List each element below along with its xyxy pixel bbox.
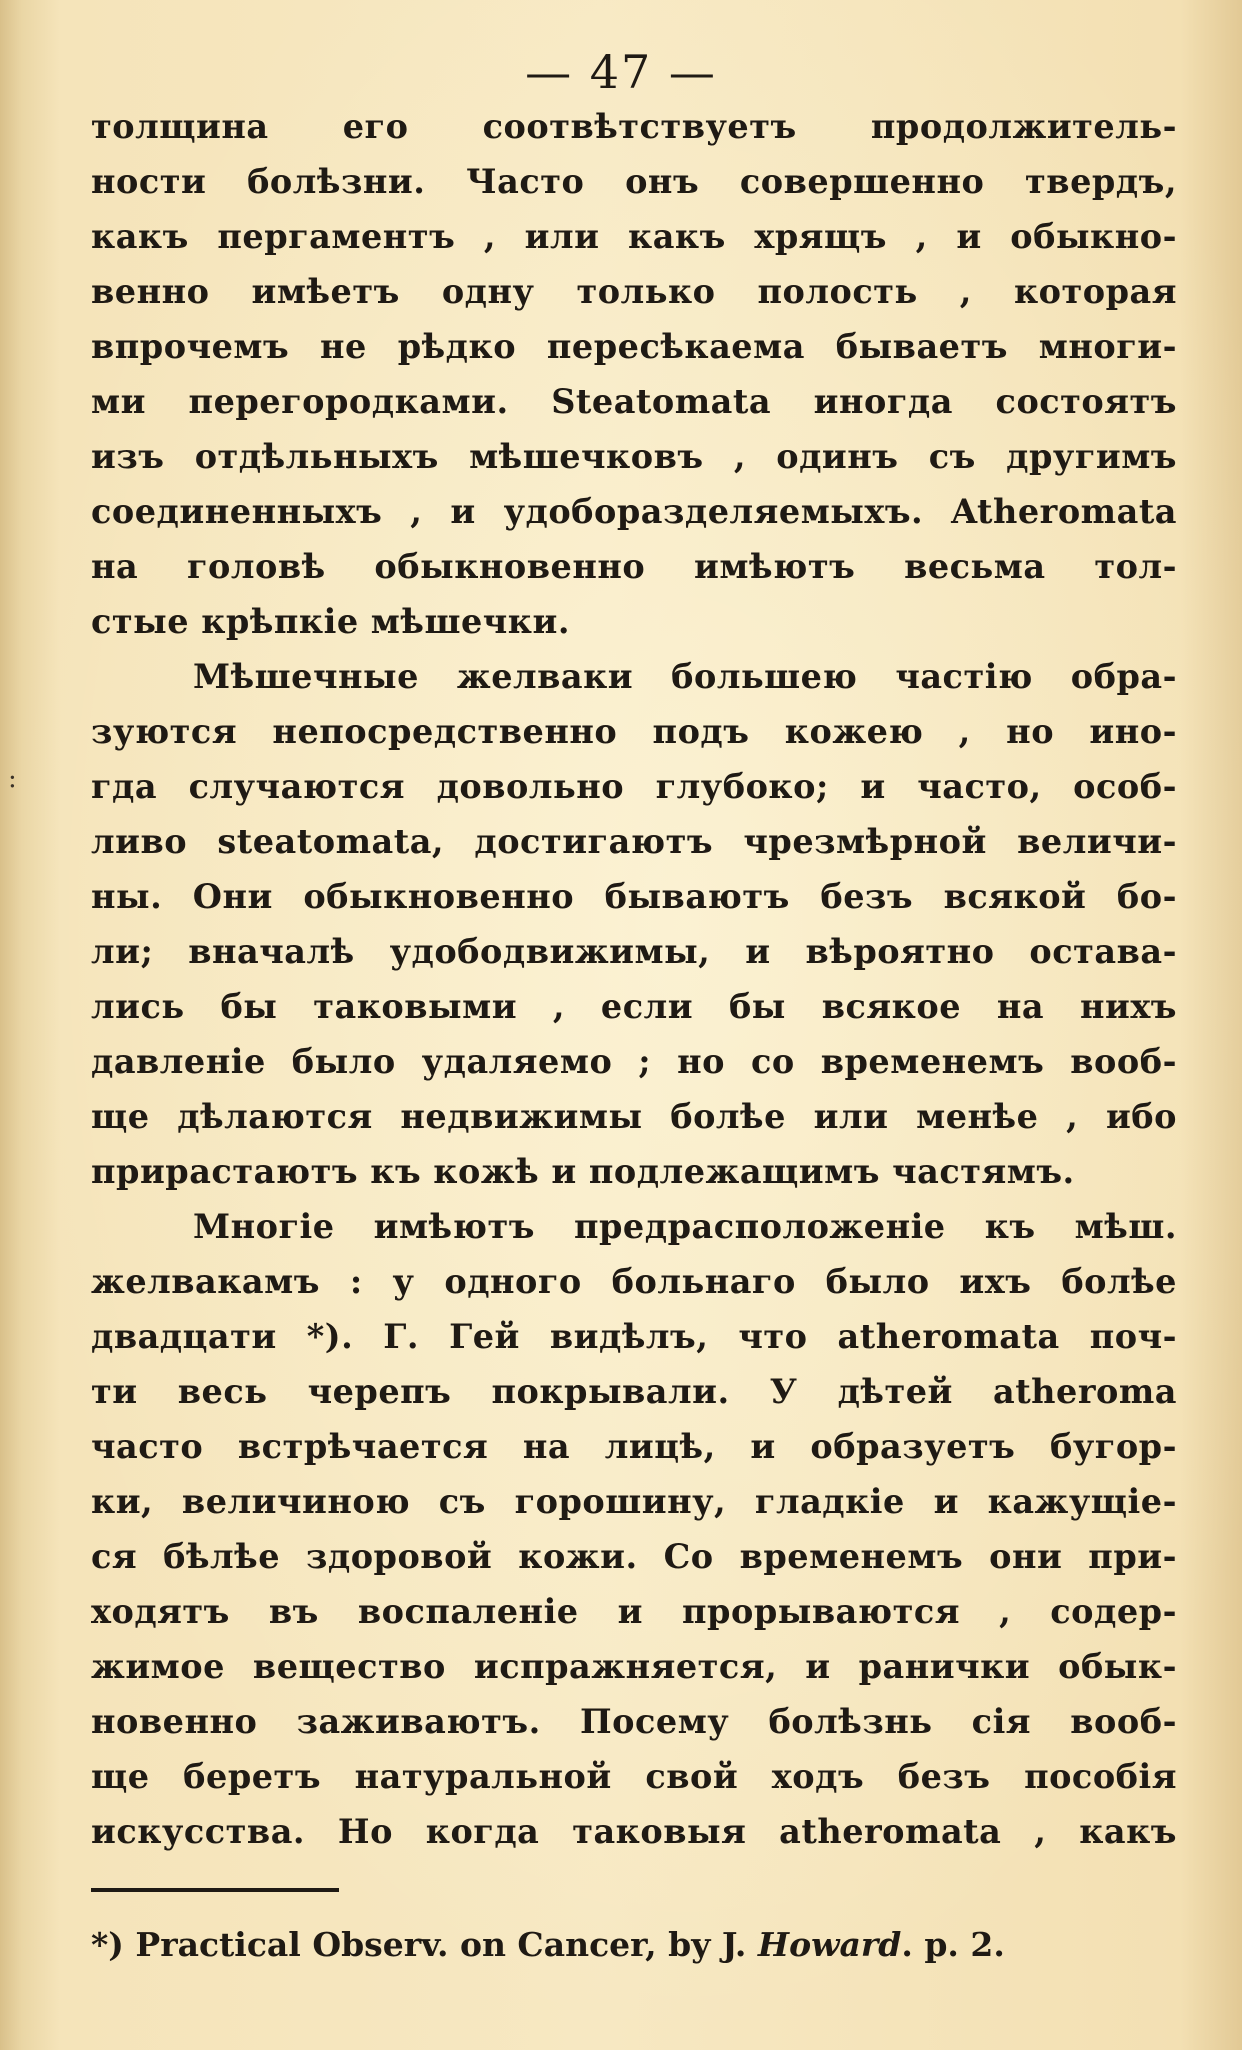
footnote (91, 1918, 1177, 1972)
text-line: ны. Они обыкновенно бываютъ безъ всякой бо- (91, 877, 1177, 916)
text-line: ти весь черепъ покрывали. У дѣтей atheroma (91, 1372, 1177, 1411)
body-text (91, 99, 1177, 1859)
page-number: — 47 — (525, 45, 717, 99)
text-line: ливо steatomata, достигаютъ чрезмѣрной величи- (91, 822, 1177, 861)
paragraph-2 (91, 649, 1177, 1199)
text-line: давленіе было удаляемо ; но со временемъ вооб- (91, 1042, 1177, 1081)
footnote-marker: *) (91, 1925, 124, 1964)
text-line: толщина его соотвѣтствуетъ продолжитель- (91, 107, 1177, 146)
text-line: на головѣ обыкновенно имѣютъ весьма тол- (91, 547, 1177, 586)
text-line: впрочемъ не рѣдко пересѣкаема бываетъ многи- (91, 327, 1177, 366)
text-line: соединенныхъ , и удоборазделяемыхъ. Atheromata (91, 492, 1177, 531)
text-line: новенно заживаютъ. Посему болѣзнь сія вооб- (91, 1702, 1177, 1741)
text-line: какъ пергаментъ , или какъ хрящъ , и обыкно- (91, 217, 1177, 256)
text-line: венно имѣетъ одну только полость , которая (91, 272, 1177, 311)
footnote-author: Howard (757, 1925, 902, 1964)
text-line: ще беретъ натуральной свой ходъ безъ пособія (91, 1757, 1177, 1796)
text-line: ли; вначалѣ удободвижимы, и вѣроятно остава- (91, 932, 1177, 971)
text-line: ходятъ въ воспаленіе и прорываются , содер- (91, 1592, 1177, 1631)
text-line: ки, величиною съ горошину, гладкіе и кажущіе- (91, 1482, 1177, 1521)
text-line: стые крѣпкіе мѣшечки. (91, 602, 570, 641)
text-line: гда случаются довольно глубоко; и часто, особ- (91, 767, 1177, 806)
text-line: Многіе имѣютъ предрасположеніе къ мѣш. (193, 1207, 1177, 1246)
footnote-page: . p. 2. (901, 1925, 1005, 1964)
paragraph-3 (91, 1199, 1177, 1859)
text-line: прирастаютъ къ кожѣ и подлежащимъ частямъ. (91, 1152, 1075, 1191)
text-line: жимое вещество испражняется, и ранички обык- (91, 1647, 1177, 1686)
text-line: желвакамъ : у одного больнаго было ихъ болѣе (91, 1262, 1177, 1301)
paragraph-1 (91, 99, 1177, 649)
text-line: лись бы таковыми , если бы всякое на нихъ (91, 987, 1177, 1026)
text-line: ми перегородками. Steatomata иногда состоятъ (91, 382, 1177, 421)
text-line: ще дѣлаются недвижимы болѣе или менѣе , ибо (91, 1097, 1177, 1136)
text-line: изъ отдѣльныхъ мѣшечковъ , одинъ съ другимъ (91, 437, 1177, 476)
text-line: зуются непосредственно подъ кожею , но ино- (91, 712, 1177, 751)
text-line: искусства. Но когда таковыя atheromata , какъ (91, 1812, 1177, 1851)
edge-mark: : (8, 764, 17, 794)
text-line: часто встрѣчается на лицѣ, и образуетъ бугор- (91, 1427, 1177, 1466)
footnote-text: Practical Observ. on Cancer, by J. (135, 1925, 747, 1964)
text-line: ся бѣлѣе здоровой кожи. Со временемъ они при- (91, 1537, 1177, 1576)
text-line: двадцати *). Г. Гей видѣлъ, что atheromata поч- (91, 1317, 1177, 1356)
text-line: ности болѣзни. Часто онъ совершенно твердъ, (91, 162, 1177, 201)
footnote-divider (91, 1888, 339, 1892)
text-line: Мѣшечные желваки большею частію обра- (193, 657, 1177, 696)
